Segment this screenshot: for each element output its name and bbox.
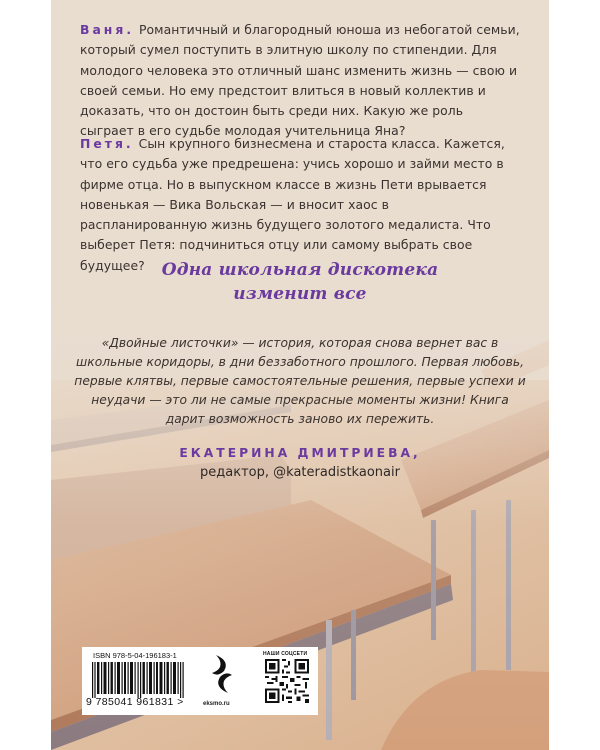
editor-name: ЕКАТЕРИНА ДМИТРИЕВА, [179, 446, 421, 460]
character-name-petya: Петя. [80, 136, 134, 151]
social-label: НАШИ СОЦСЕТИ [263, 651, 308, 657]
eksmo-logo-icon [208, 653, 236, 695]
tagline-line-1: Одна школьная дискотека [161, 260, 439, 280]
character-description-petya [80, 134, 520, 276]
publisher-site: eksmo.ru [203, 701, 230, 707]
isbn-label-box [82, 647, 318, 715]
qr-code-icon[interactable] [265, 659, 309, 703]
editor-quote: «Двойные листочки» — история, которая снова вернет вас в школьные коридоры, в дни беззаботного прошлого. Первая любовь, первые клятвы, первые самостоятельные решения, первые успехи и неудачи — это ли не самые прекрасные моменты жизни! Книга дарит возможность заново их пережить. [74, 336, 526, 427]
editor-role: редактор, @kateradistkaonair [200, 465, 400, 480]
character-name-vanya: Ваня. [80, 22, 135, 37]
character-text-vanya: Романтичный и благородный юноша из небогатой семьи, который сумел поступить в элитную школу по стипендии. Для молодого человека это отличный шанс изменить жизнь — свою и своей семьи. Но ему предстоит влиться в новый коллектив и доказать, что он достоин быть среди них. Какую же роль сыграет в его судьбе молодая учительница Яна? [80, 22, 520, 139]
tagline-line-2: изменит все [233, 284, 367, 304]
barcode-number: 9 785041 961831 > [86, 696, 184, 708]
character-description-vanya [80, 20, 520, 142]
isbn-text: ISBN 978-5-04-196183-1 [93, 651, 177, 660]
tagline [51, 258, 549, 306]
character-text-petya: Сын крупного бизнесмена и староста класса. Кажется, что его судьба уже предрешена: учись хорошо и займи место в фирме отца. Но в выпускном классе в жизнь Пети врывается новенькая — Вика Вольская — и вносит хаос в распланированную жизнь будущего золотого медалиста. Что выберет Петя: подчиниться отцу или самому выбрать свое будущее? [80, 136, 505, 273]
book-back-cover [51, 0, 549, 750]
barcode-icon [92, 662, 185, 698]
